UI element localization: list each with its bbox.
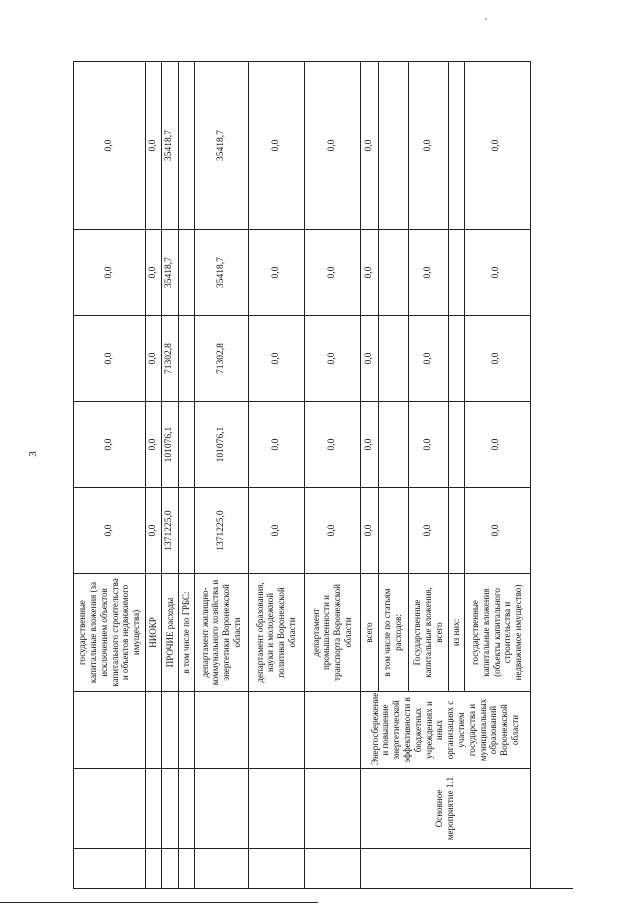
- cell-value: 101076,1: [162, 402, 178, 488]
- cell-value: 0,0: [146, 316, 162, 402]
- cell-value: [448, 488, 464, 574]
- cell-value: 35418,7: [162, 230, 178, 316]
- table-row: [360, 62, 378, 889]
- cell-value: 0,0: [360, 316, 378, 402]
- cell-value: [448, 402, 464, 488]
- cell-value: 0,0: [360, 402, 378, 488]
- measure-status: Основное мероприятие 1.1: [360, 769, 530, 849]
- cell-value: 0,0: [408, 230, 448, 316]
- cell-value: 0,0: [304, 402, 360, 488]
- cell-value: 0,0: [464, 402, 530, 488]
- row-label: из них:: [448, 574, 464, 692]
- table-row: [194, 62, 248, 889]
- cell-value: [378, 488, 408, 574]
- cell-value: 0,0: [248, 316, 304, 402]
- cell-value: 0,0: [74, 230, 146, 316]
- row-label: в том числе по ГРБС:: [178, 574, 194, 692]
- cell-value: [448, 62, 464, 230]
- row-label: государственные капитальные вложения (объекты капитального строительства и недвижимое имущество): [464, 574, 530, 692]
- cell-value: 0,0: [360, 488, 378, 574]
- cell-value: 1371225,0: [162, 488, 178, 574]
- cell-value: 0,0: [304, 62, 360, 230]
- page-number: 3: [26, 451, 39, 457]
- row-label: департамент образования, науки и молодежной политики Воронежской области: [248, 574, 304, 692]
- cell-value: 35418,7: [194, 230, 248, 316]
- cell-value: [378, 230, 408, 316]
- measure-name: Энергосбережение и повышение энергетической эффективности в бюджетных учреждениях и иных организациях с участием государства и муниципальных образований Воронежской области: [360, 692, 530, 769]
- table-row: [74, 62, 146, 889]
- cell-value: 0,0: [304, 230, 360, 316]
- cell-value: 0,0: [408, 62, 448, 230]
- rotated-table-sheet: [73, 62, 573, 889]
- cell-value: [378, 316, 408, 402]
- cell-value: 71302,8: [194, 316, 248, 402]
- cell-value: 0,0: [360, 62, 378, 230]
- cell-value: 0,0: [360, 230, 378, 316]
- cell-value: [448, 230, 464, 316]
- cell-value: [378, 62, 408, 230]
- row-label: ПРОЧИЕ расходы: [162, 574, 178, 692]
- row-label: в том числе по статьям расходов:: [378, 574, 408, 692]
- table-row: [178, 62, 194, 889]
- cell-value: 101076,1: [194, 402, 248, 488]
- cell-value: [178, 62, 194, 230]
- cell-value: 35418,7: [162, 62, 178, 230]
- cell-value: [178, 230, 194, 316]
- table-row: [162, 62, 178, 889]
- cell-value: 0,0: [304, 488, 360, 574]
- row-label: НИОКР: [146, 574, 162, 692]
- row-label: департамент промышленности и транспорта Воронежской области: [304, 574, 360, 692]
- cell-value: 0,0: [248, 62, 304, 230]
- cell-value: 0,0: [74, 62, 146, 230]
- scan-speck: [485, 18, 487, 20]
- cell-value: 0,0: [304, 316, 360, 402]
- footer-rule: [0, 902, 318, 903]
- cell-value: 0,0: [248, 230, 304, 316]
- cell-value: 0,0: [146, 402, 162, 488]
- cell-value: 0,0: [408, 402, 448, 488]
- cell-value: 0,0: [248, 488, 304, 574]
- budget-table: [73, 61, 531, 889]
- cell-value: 0,0: [464, 62, 530, 230]
- row-label: всего: [360, 574, 378, 692]
- measure-spacer: [360, 849, 530, 889]
- cell-value: 0,0: [146, 62, 162, 230]
- cell-value: 0,0: [74, 316, 146, 402]
- table-row: [248, 62, 304, 889]
- cell-value: 1371225,0: [194, 488, 248, 574]
- table-row: [146, 62, 162, 889]
- cell-value: 0,0: [464, 488, 530, 574]
- row-label: департамент жилищно-коммунального хозяйства и энергетики Воронежской области: [194, 574, 248, 692]
- cell-value: [378, 402, 408, 488]
- cell-value: 0,0: [408, 488, 448, 574]
- cell-value: [178, 316, 194, 402]
- table-body: [74, 62, 531, 889]
- cell-value: 0,0: [248, 402, 304, 488]
- row-label: Государственные капитальные вложения, всего: [408, 574, 448, 692]
- table-left-edge: [73, 888, 573, 889]
- cell-value: 0,0: [146, 488, 162, 574]
- cell-value: [178, 488, 194, 574]
- table-row: [304, 62, 360, 889]
- cell-value: 0,0: [464, 230, 530, 316]
- cell-value: 0,0: [74, 402, 146, 488]
- cell-value: [178, 402, 194, 488]
- cell-value: [448, 316, 464, 402]
- row-label: государственные капитальные вложения (за исключением объектов капитального строительства и объектов недвижимого имущества): [74, 574, 146, 692]
- cell-value: 71302,8: [162, 316, 178, 402]
- cell-value: 0,0: [146, 230, 162, 316]
- cell-value: 35418,7: [194, 62, 248, 230]
- cell-value: 0,0: [74, 488, 146, 574]
- cell-value: 0,0: [464, 316, 530, 402]
- cell-value: 0,0: [408, 316, 448, 402]
